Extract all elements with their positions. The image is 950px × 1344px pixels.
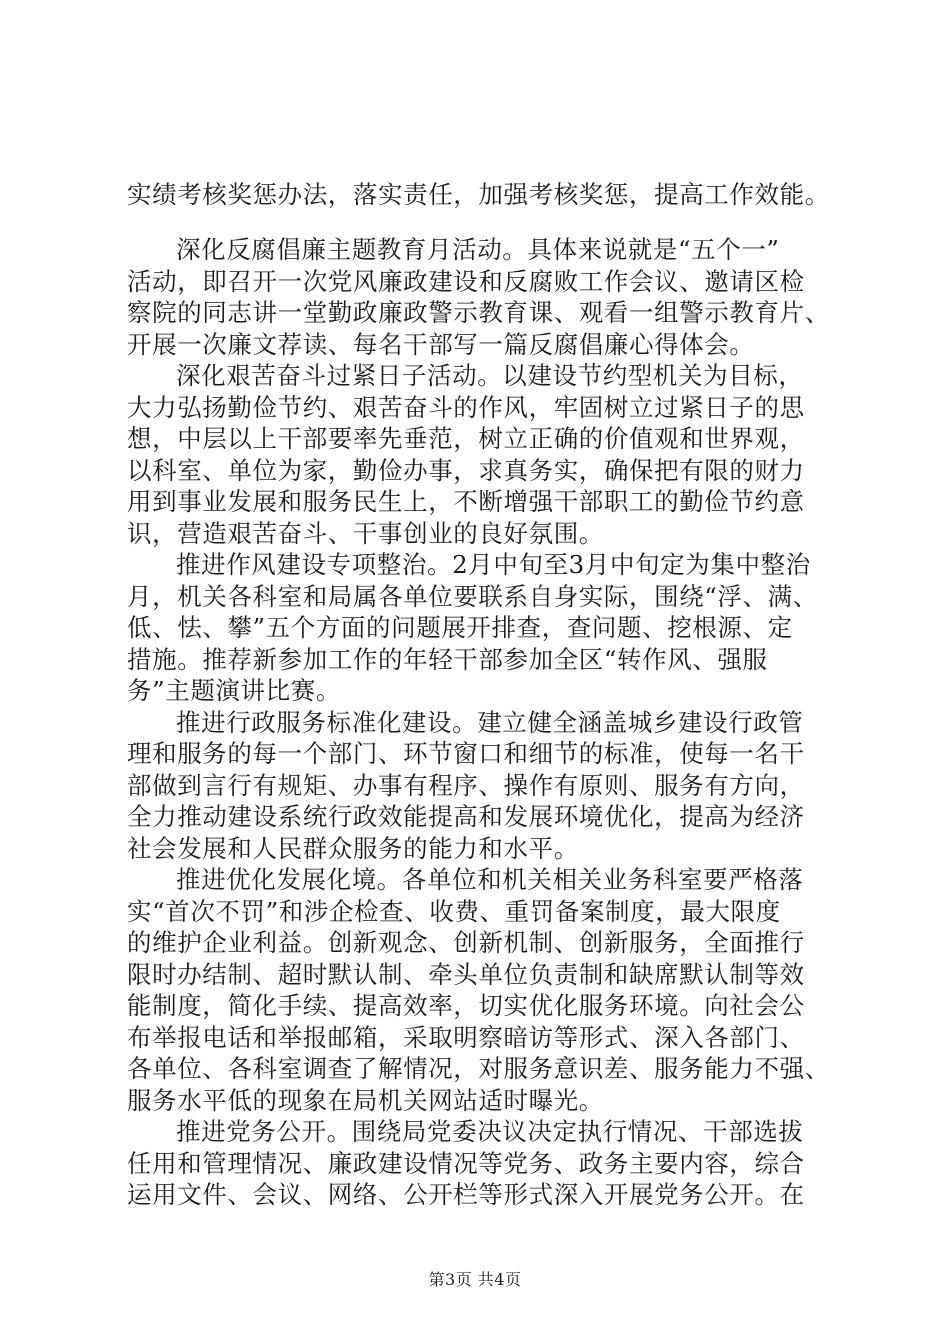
paragraph-line: 察院的同志讲一堂勤政廉政警示教育课、观看一组警示教育片、 xyxy=(127,298,830,327)
paragraph-line: 实“首次不罚”和涉企检查、收费、重罚备案制度，最大限度 xyxy=(127,896,781,926)
paragraph-line: 能制度，简化手续、提高效率，切实优化服务环境。向社会公 xyxy=(127,991,805,1020)
paragraph-line: 理和服务的每一个部门、环节窗口和细节的标准，使每一名干 xyxy=(127,739,805,768)
paragraph-line: 月，机关各科室和局属各单位要联系自身实际，围绕“浮、满、 xyxy=(127,581,818,611)
paragraph-line: 推进作风建设专项整治。2月中旬至3月中旬定为集中整治 xyxy=(176,550,811,579)
paragraph-line: 运用文件、会议、网络、公开栏等形式深入开展党务公开。在 xyxy=(127,1180,805,1209)
paragraph-service-standardization xyxy=(127,707,847,865)
paragraph-line: 大力弘扬勤俭节约、艰苦奋斗的作风，牢固树立过紧日子的思 xyxy=(127,392,805,422)
paragraph-line: 服务水平低的现象在局机关网站适时曝光。 xyxy=(127,1085,604,1115)
paragraph-line: 活动，即召开一次党风廉政建设和反腐败工作会议、邀请区检 xyxy=(127,266,805,296)
paragraph-frugality xyxy=(127,360,847,549)
paragraph-line: 深化反腐倡廉主题教育月活动。具体来说就是“五个一” xyxy=(176,235,780,264)
paragraph-line: 低、怯、攀”五个方面的问题展开排查，查问题、挖根源、定 xyxy=(127,613,793,642)
paragraph-line: 社会发展和人民群众服务的能力和水平。 xyxy=(127,833,579,863)
paragraph-line: 推进党务公开。围绕局党委决议决定执行情况、干部选拔 xyxy=(176,1117,804,1146)
paragraph-line: 任用和管理情况、廉政建设情况等党务、政务主要内容，综合 xyxy=(127,1148,805,1178)
paragraph-line: 布举报电话和举报邮箱，采取明察暗访等形式、深入各部门、 xyxy=(127,1022,805,1052)
paragraph-line: 用到事业发展和服务民生上，不断增强干部职工的勤俭节约意 xyxy=(127,487,805,516)
paragraph-line: 开展一次廉文荐读、每名干部写一篇反腐倡廉心得体会。 xyxy=(127,329,755,359)
carryover-line: 实绩考核奖惩办法，落实责任，加强考核奖惩，提高工作效能。 xyxy=(127,180,830,209)
paragraph-line: 推进行政服务标准化建设。建立健全涵盖城乡建设行政管 xyxy=(176,707,804,737)
paragraph-line: 识，营造艰苦奋斗、干事创业的良好氛围。 xyxy=(127,518,604,548)
paragraph-anticorruption-month xyxy=(127,234,847,360)
paragraph-development-environment xyxy=(127,864,847,1116)
body-text xyxy=(127,234,847,1211)
paragraph-party-affairs-disclosure xyxy=(127,1116,847,1211)
page-number-footer: 第3页 共4页 xyxy=(428,1270,522,1289)
paragraph-line: 想，中层以上干部要率先垂范，树立正确的价值观和世界观， xyxy=(127,424,805,453)
paragraph-line: 推进优化发展化境。各单位和机关相关业务科室要严格落 xyxy=(176,865,804,894)
paragraph-line: 措施。推荐新参加工作的年轻干部参加全区“转作风、强服 xyxy=(127,644,768,674)
paragraph-line: 的维护企业利益。创新观念、创新机制、创新服务，全面推行 xyxy=(127,928,805,957)
paragraph-line: 部做到言行有规矩、办事有程序、操作有原则、服务有方向， xyxy=(127,770,805,800)
paragraph-line: 深化艰苦奋斗过紧日子活动。以建设节约型机关为目标， xyxy=(176,361,804,390)
paragraph-line: 以科室、单位为家，勤俭办事，求真务实，确保把有限的财力 xyxy=(127,455,805,485)
paragraph-work-style-rectification xyxy=(127,549,847,707)
paragraph-line: 各单位、各科室调查了解情况，对服务意识差、服务能力不强、 xyxy=(127,1054,830,1083)
paragraph-line: 全力推动建设系统行政效能提高和发展环境优化，提高为经济 xyxy=(127,802,805,831)
paragraph-line: 务”主题演讲比赛。 xyxy=(127,676,341,705)
paragraph-line: 限时办结制、超时默认制、牵头单位负责制和缺席默认制等效 xyxy=(127,959,805,989)
